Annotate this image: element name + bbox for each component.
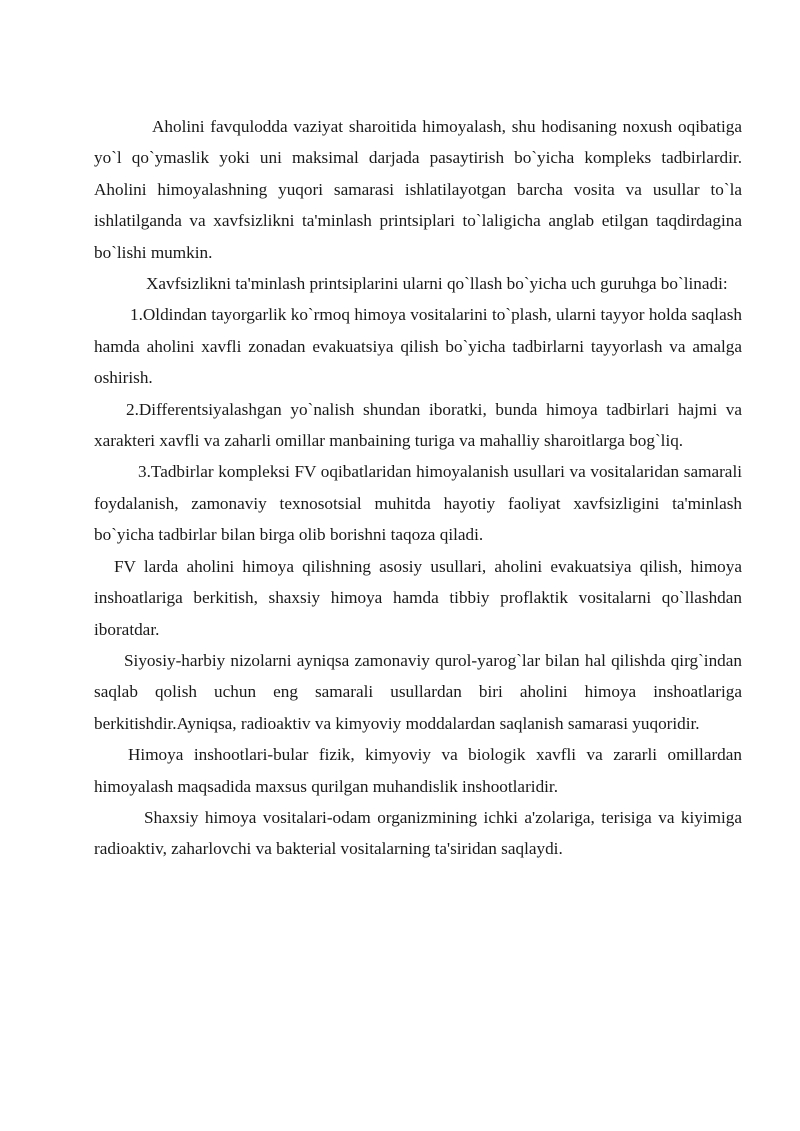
document-page	[94, 111, 742, 865]
paragraph-personal-protection: Shaxsiy himoya vositalari-odam organizmining ichki a'zolariga, terisiga va kiyimiga radioaktiv, zaharlovchi va bakterial vositalarning ta'siridan saqlaydi.	[94, 807, 742, 859]
paragraph-principle-2: 2.Differentsiyalashgan yo`nalish shundan iboratki, bunda himoya tadbirlari hajmi va xarakteri xavfli va zaharli omillar manbaining turiga va mahalliy sharoitlarga bog`liq.	[94, 399, 742, 451]
paragraph-shelters: Siyosiy-harbiy nizolarni ayniqsa zamonaviy qurol-yarog`lar bilan hal qilishda qirg`indan saqlab qolish uchun eng samarali usullardan biri aholini himoya inshoatlariga berkitishdir.Ayniqsa, radioaktiv va kimyoviy moddalardan saqlanish samarasi yuqoridir.	[94, 650, 742, 733]
paragraph-principle-1: 1.Oldindan tayorgarlik ko`rmoq himoya vositalarini to`plash, ularni tayyor holda saqlash hamda aholini xavfli zonadan evakuatsiya qilish bo`yicha tadbirlarni tayyorlash va amalga oshirish.	[94, 305, 742, 388]
paragraph-intro: Aholini favqulodda vaziyat sharoitida himoyalash, shu hodisaning noxush oqibatiga yo`l qo`ymaslik yoki uni maksimal darjada pasaytirish bo`yicha kompleks tadbirlardir. Aholini himoyalashning yuqori samarasi ishlatilayotgan barcha vosita va usullar to`la ishlatilganda va xavfsizlikni ta'minlash printsiplari to`laligicha anglab etilgan taqdirdagina bo`lishi mumkin.	[94, 117, 742, 262]
paragraph-shelter-definition: Himoya inshootlari-bular fizik, kimyoviy va biologik xavfli va zararli omillardan himoyalash maqsadida maxsus qurilgan muhandislik inshootlaridir.	[94, 745, 742, 796]
paragraph-principles: Xavfsizlikni ta'minlash printsiplarini ularni qo`llash bo`yicha uch guruhga bo`linadi:	[146, 274, 728, 294]
paragraph-main-methods: FV larda aholini himoya qilishning asosiy usullari, aholini evakuatsiya qilish, himoya inshoatlariga berkitish, shaxsiy himoya hamda tibbiy proflaktik vositalarni qo`llashdan iboratdar.	[94, 556, 742, 639]
paragraph-principle-3: 3.Tadbirlar kompleksi FV oqibatlaridan himoyalanish usullari va vositalaridan samarali foydalanish, zamonaviy texnosotsial muhitda hayotiy faoliyat xavfsizligini ta'minlash bo`yicha tadbirlar bilan birga olib borishni taqoza qiladi.	[94, 462, 742, 545]
